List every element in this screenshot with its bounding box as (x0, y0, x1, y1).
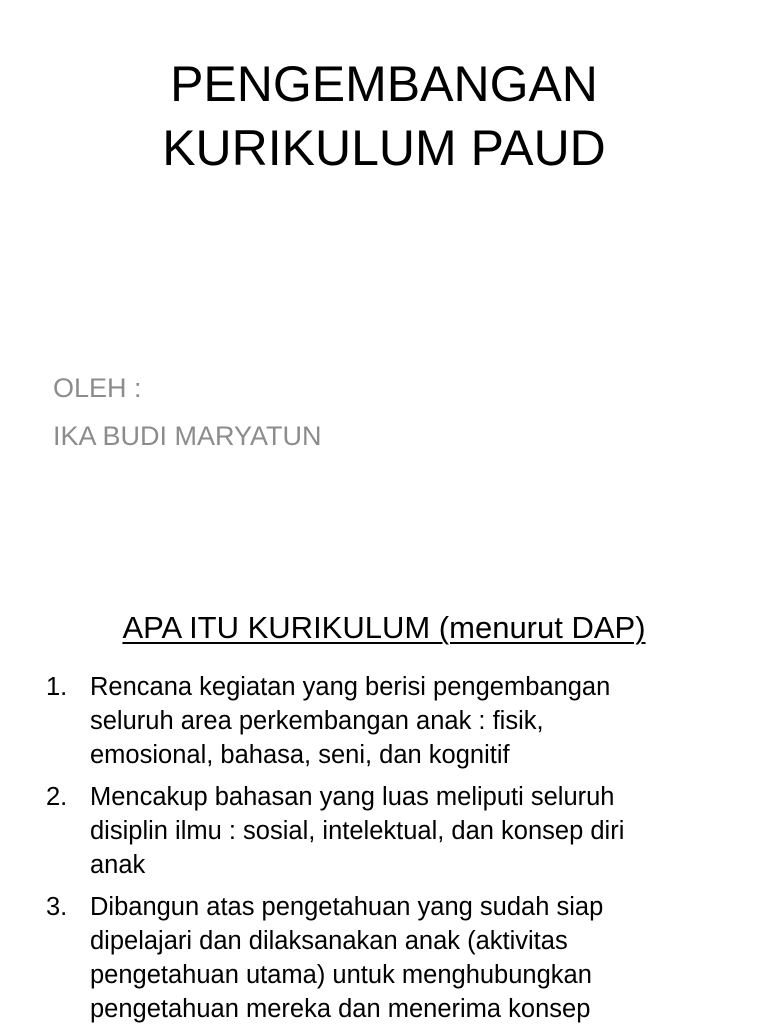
slide-heading (0, 608, 768, 648)
list-item-line: Rencana kegiatan yang berisi pengembangan (90, 673, 611, 701)
list-item-line: disiplin ilmu : sosial, intelektual, dan konsep diri (90, 817, 625, 845)
list-item-line: dipelajari dan dilaksanakan anak (aktivitas (90, 927, 568, 955)
content-slide (0, 576, 768, 1024)
list-item-line: emosional, bahasa, seni, dan kognitif (90, 741, 510, 769)
list-item-line: Mencakup bahasan yang luas meliputi seluruh (90, 783, 615, 811)
slide-title (60, 52, 708, 180)
list-item-line: anak (90, 851, 146, 879)
list-item (44, 890, 724, 1026)
author-label: OLEH : (53, 373, 142, 403)
list-item-line: seluruh area perkembangan anak : fisik, (90, 707, 544, 735)
slide-title-line-1: PENGEMBANGAN (170, 56, 598, 112)
list-item-number: 3. (46, 893, 68, 921)
list-item-line: Dibangun atas pengetahuan yang sudah siap (90, 893, 604, 921)
author-name: IKA BUDI MARYATUN (53, 421, 322, 451)
numbered-list (44, 670, 724, 1034)
list-item-line: pengetahuan utama) untuk menghubungkan (90, 961, 592, 989)
slide-title-line-2: KURIKULUM PAUD (162, 120, 606, 176)
slide-subtitle (53, 364, 322, 460)
list-item-line: pengetahuan mereka dan menerima konsep (90, 995, 591, 1023)
list-item-number: 2. (46, 783, 68, 811)
list-item (44, 670, 724, 772)
list-item (44, 780, 724, 882)
slide-heading-text: APA ITU KURIKULUM (menurut DAP) (122, 610, 646, 645)
list-item-number: 1. (46, 673, 68, 701)
